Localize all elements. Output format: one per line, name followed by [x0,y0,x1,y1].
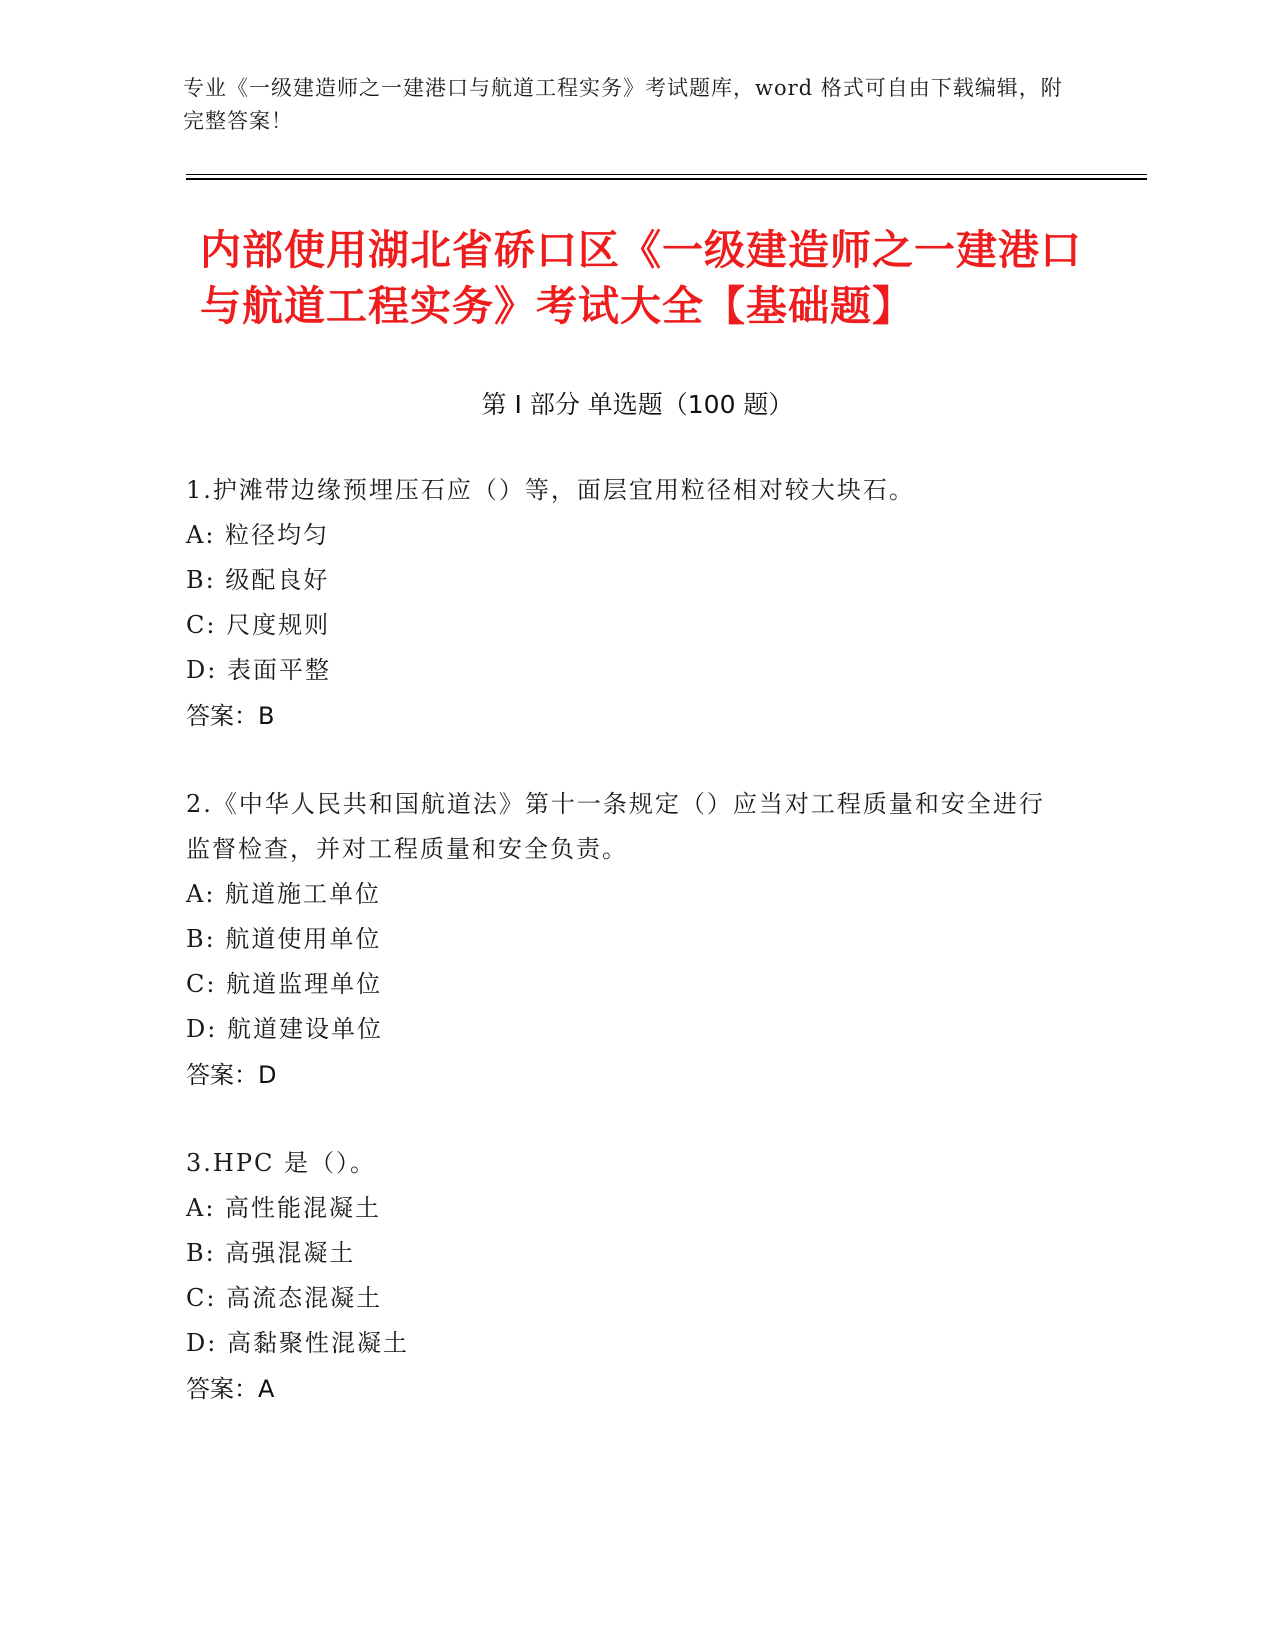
answer: 答案：D [186,1061,277,1089]
header-rule-top [186,174,1147,175]
option-a: A: 高性能混凝土 [186,1194,382,1222]
question-1 [186,468,1066,739]
option-d: D: 表面平整 [186,656,331,684]
answer: 答案：B [186,702,275,730]
option-d: D: 航道建设单位 [186,1015,383,1043]
section-heading: 第 I 部分 单选题（100 题） [481,390,794,419]
option-a: A: 粒径均匀 [186,521,330,549]
question-2 [186,782,1066,1098]
option-c: C: 尺度规则 [186,611,331,639]
option-b: B: 级配良好 [186,566,330,594]
question-3 [186,1141,1066,1412]
header-note: 专业《一级建造师之一建港口与航道工程实务》考试题库，word 格式可自由下载编辑，附完整答案！ [183,76,1063,133]
option-c: C: 航道监理单位 [186,970,383,998]
option-c: C: 高流态混凝土 [186,1284,383,1312]
option-d: D: 高黏聚性混凝土 [186,1329,409,1357]
question-stem: 1.护滩带边缘预埋压石应（）等，面层宜用粒径相对较大块石。 [186,476,915,504]
option-b: B: 高强混凝土 [186,1239,356,1267]
question-stem: 2.《中华人民共和国航道法》第十一条规定（）应当对工程质量和安全进行监督检查，并对工程质量和安全负责。 [186,790,1045,863]
question-stem: 3.HPC 是（）。 [186,1149,376,1177]
option-a: A: 航道施工单位 [186,880,382,908]
document-title: 内部使用湖北省硚口区《一级建造师之一建港口与航道工程实务》考试大全【基础题】 [200,226,1082,330]
header-rule-bottom [186,178,1147,180]
answer: 答案：A [186,1375,275,1403]
option-b: B: 航道使用单位 [186,925,382,953]
